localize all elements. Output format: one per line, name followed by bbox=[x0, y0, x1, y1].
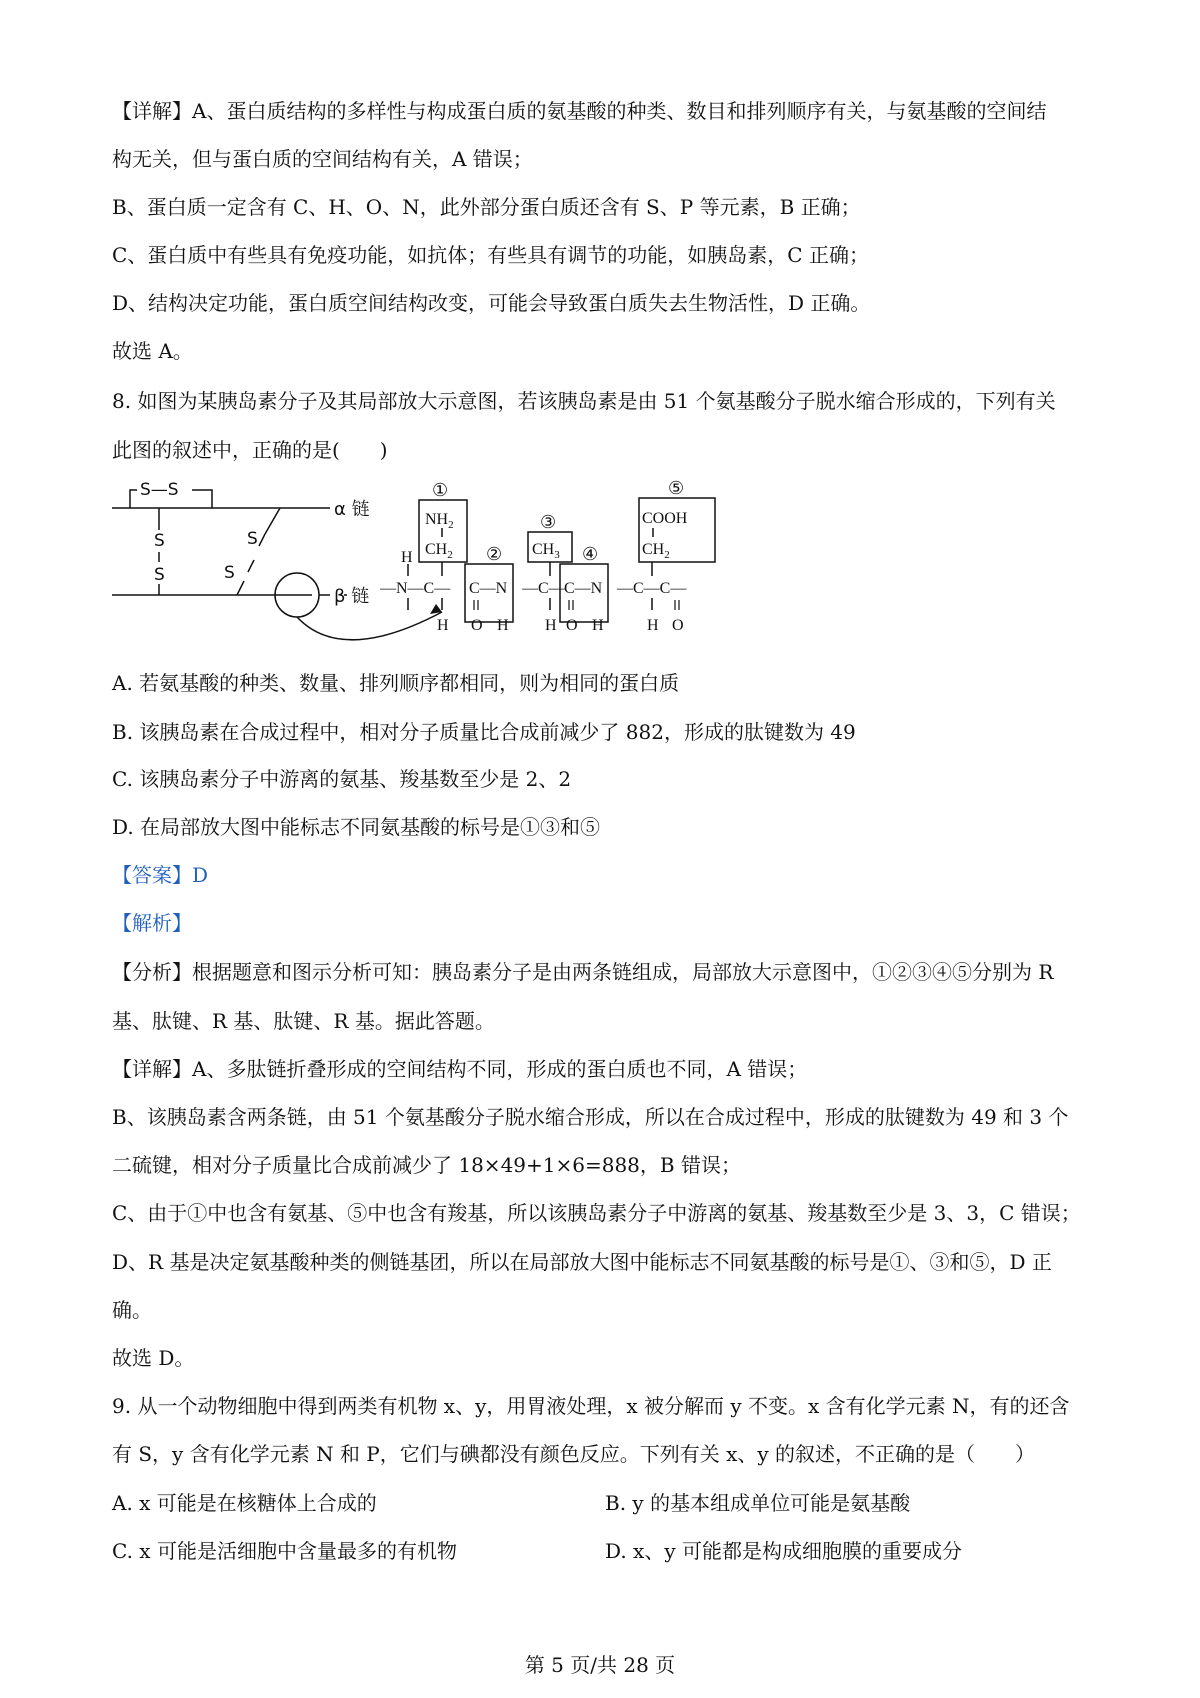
h-atom: H bbox=[592, 617, 604, 634]
o-atom: O bbox=[471, 617, 483, 634]
h-atom: H bbox=[545, 617, 557, 634]
text-line: 确。 bbox=[112, 1298, 152, 1322]
label-1: ① bbox=[432, 480, 449, 501]
text-line: C、由于①中也含有氨基、⑤中也含有羧基，所以该胰岛素分子中游离的氨基、羧基数至少是 3、3，C 错误； bbox=[112, 1201, 1081, 1225]
q9-option-c: C. x 可能是活细胞中含量最多的有机物 bbox=[112, 1539, 457, 1563]
text-line: 构无关，但与蛋白质的空间结构有关，A 错误； bbox=[112, 147, 533, 171]
label-5: ⑤ bbox=[668, 480, 685, 499]
backbone-end: —C—C— bbox=[617, 580, 687, 597]
sulfur-label: S bbox=[247, 529, 258, 549]
text-line: 二硫键，相对分子质量比合成前减少了 18×49+1×6=888，B 错误； bbox=[112, 1153, 741, 1177]
question-8-stem: 8. 如图为某胰岛素分子及其局部放大示意图，若该胰岛素是由 51 个氨基酸分子脱水缩合形成的，下列有关 bbox=[112, 389, 1056, 413]
sulfur-label: S bbox=[224, 563, 235, 583]
answer-label: 【答案】D bbox=[112, 863, 209, 887]
o-atom: O bbox=[672, 617, 684, 634]
o-atom: O bbox=[566, 617, 578, 634]
text-line: 基、肽键、R 基、肽键、R 基。据此答题。 bbox=[112, 1009, 495, 1033]
question-9-stem: 有 S，y 含有化学元素 N 和 P，它们与碘都没有颜色反应。下列有关 x、y 的叙述，不正确的是（ ） bbox=[112, 1442, 1036, 1466]
text-line: B、蛋白质一定含有 C、H、O、N，此外部分蛋白质还含有 S、P 等元素，B 正确； bbox=[112, 195, 861, 219]
insulin-diagram bbox=[112, 480, 772, 650]
text-line: 故选 A。 bbox=[112, 339, 193, 363]
cooh-group: COOH bbox=[642, 510, 688, 527]
text-line: 故选 D。 bbox=[112, 1346, 195, 1370]
h-atom: H bbox=[401, 549, 413, 566]
page-footer: 第 5 页/共 28 页 bbox=[524, 1653, 676, 1677]
ch2-group: $CH_2$ bbox=[642, 541, 670, 561]
peptide-bond-2: C—N bbox=[564, 580, 603, 597]
text-line: 【详解】A、蛋白质结构的多样性与构成蛋白质的氨基酸的种类、数目和排列顺序有关，与氨基酸的空间结 bbox=[112, 99, 1047, 123]
option-a: A. 若氨基酸的种类、数量、排列顺序都相同，则为相同的蛋白质 bbox=[112, 671, 680, 695]
text-line: 【详解】A、多肽链折叠形成的空间结构不同，形成的蛋白质也不同，A 错误； bbox=[112, 1057, 808, 1081]
ch2-group: $CH_2$ bbox=[425, 541, 453, 561]
option-c: C. 该胰岛素分子中游离的氨基、羧基数至少是 2、2 bbox=[112, 767, 572, 791]
q9-option-b: B. y 的基本组成单位可能是氨基酸 bbox=[605, 1491, 911, 1515]
sulfur-label: S bbox=[154, 531, 165, 551]
analysis-label: 【解析】 bbox=[112, 911, 192, 935]
nh2-group: $NH_2$ bbox=[425, 511, 454, 531]
label-2: ② bbox=[486, 544, 503, 565]
h-atom: H bbox=[497, 617, 509, 634]
beta-chain-label: β 链 bbox=[334, 586, 370, 607]
label-3: ③ bbox=[540, 512, 557, 533]
peptide-bond-1: C—N bbox=[469, 580, 508, 597]
h-atom: H bbox=[437, 617, 449, 634]
option-d: D. 在局部放大图中能标志不同氨基酸的标号是①③和⑤ bbox=[112, 815, 601, 839]
backbone-start: —N—C— bbox=[380, 580, 451, 597]
text-line: 【分析】根据题意和图示分析可知：胰岛素分子是由两条链组成，局部放大示意图中，①②③④⑤分别为 R bbox=[112, 960, 1054, 984]
text-line: B、该胰岛素含两条链，由 51 个氨基酸分子脱水缩合形成，所以在合成过程中，形成的肽键数为 49 和 3 个 bbox=[112, 1105, 1069, 1129]
q9-option-a: A. x 可能是在核糖体上合成的 bbox=[112, 1491, 377, 1515]
backbone-mid: —C— bbox=[522, 580, 565, 597]
h-atom: H bbox=[647, 617, 659, 634]
question-8-stem: 此图的叙述中，正确的是( ) bbox=[112, 438, 388, 462]
text-line: D、结构决定功能，蛋白质空间结构改变，可能会导致蛋白质失去生物活性，D 正确。 bbox=[112, 291, 871, 315]
ch3-group: $CH_3$ bbox=[532, 541, 560, 561]
option-b: B. 该胰岛素在合成过程中，相对分子质量比合成前减少了 882，形成的肽键数为 49 bbox=[112, 720, 856, 744]
question-9-stem: 9. 从一个动物细胞中得到两类有机物 x、y，用胃液处理，x 被分解而 y 不变。x 含有化学元素 N，有的还含 bbox=[112, 1394, 1070, 1418]
q9-option-d: D. x、y 可能都是构成细胞膜的重要成分 bbox=[605, 1539, 962, 1563]
disulfide-label: S—S bbox=[140, 480, 179, 500]
alpha-chain-label: α 链 bbox=[334, 499, 370, 520]
text-line: C、蛋白质中有些具有免疫功能，如抗体；有些具有调节的功能，如胰岛素，C 正确； bbox=[112, 243, 869, 267]
sulfur-label: S bbox=[154, 565, 165, 585]
text-line: D、R 基是决定氨基酸种类的侧链基团，所以在局部放大图中能标志不同氨基酸的标号是①、③和⑤，D 正 bbox=[112, 1250, 1052, 1274]
label-4: ④ bbox=[582, 544, 599, 565]
